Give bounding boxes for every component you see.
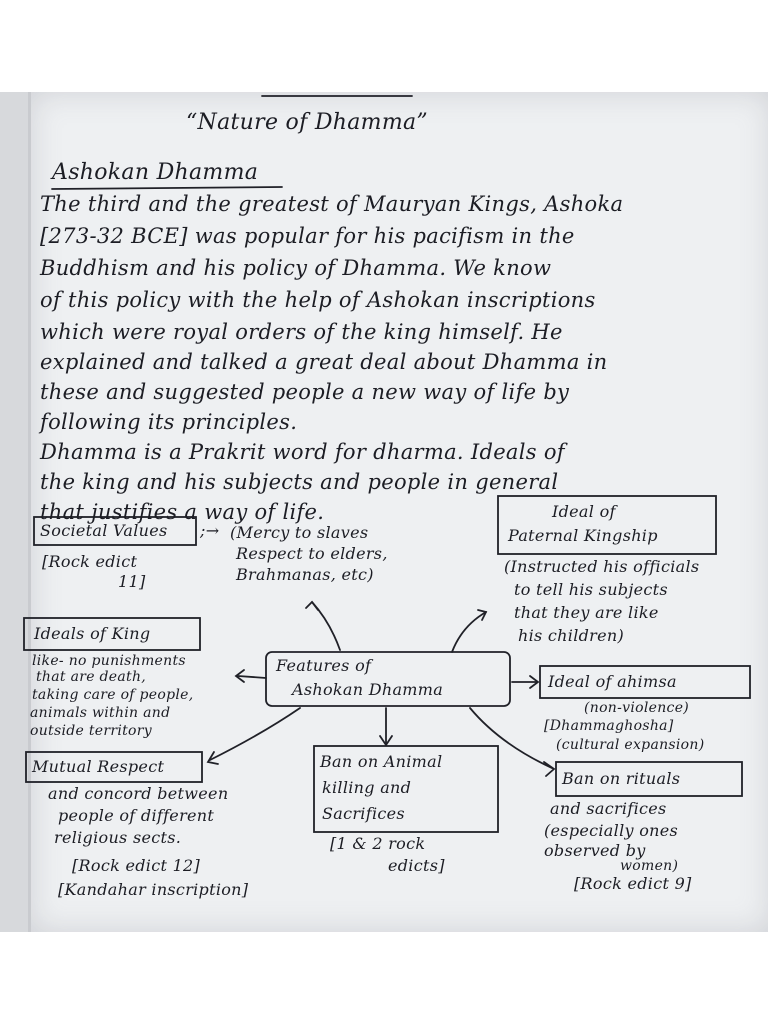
ban-animal-label: killing and: [322, 778, 412, 797]
paternal-label: Ideal of: [552, 502, 616, 521]
ban-animal-label: Ban on Animal: [320, 752, 443, 771]
mutual-desc: and concord between: [48, 784, 229, 803]
text-line: The third and the greatest of Mauryan Kings, Ashoka: [40, 192, 624, 216]
ban-rituals-label: Ban on rituals: [562, 769, 681, 788]
paternal-desc: (Instructed his officials: [504, 557, 700, 576]
ban-animal-ref: [1 & 2 rock: [330, 834, 426, 853]
mutual-respect-label: Mutual Respect: [32, 757, 165, 776]
text-line: which were royal orders of the king himself. He: [40, 320, 563, 344]
mutual-ref: [Kandahar inscription]: [58, 880, 249, 899]
rituals-desc: observed by: [544, 841, 646, 860]
societal-arrow: ;→: [200, 521, 220, 540]
king-desc: taking care of people,: [32, 687, 194, 703]
king-desc: like- no punishments: [32, 653, 186, 669]
text-line: the king and his subjects and people in general: [40, 470, 559, 494]
mutual-ref: [Rock edict 12]: [72, 856, 201, 875]
societal-desc: Respect to elders,: [236, 544, 388, 563]
text-line: of this policy with the help of Ashokan inscriptions: [40, 288, 596, 312]
king-desc: that are death,: [36, 669, 147, 685]
rituals-desc: and sacrifices: [550, 799, 667, 818]
societal-desc: (Mercy to slaves: [230, 523, 369, 542]
text-line: that justifies a way of life.: [40, 500, 325, 524]
mutual-desc: people of different: [58, 806, 215, 825]
paternal-label: Paternal Kingship: [508, 526, 658, 545]
societal-ref: 11]: [118, 572, 146, 591]
paternal-desc: that they are like: [514, 603, 659, 622]
paternal-desc: his children): [518, 626, 625, 645]
rituals-desc: (especially ones: [544, 821, 679, 840]
rituals-ref: [Rock edict 9]: [574, 874, 692, 893]
text-line: following its principles.: [40, 410, 298, 434]
page-title: “Nature of Dhamma”: [186, 110, 428, 135]
ban-animal-ref: edicts]: [388, 856, 445, 875]
king-desc: animals within and: [30, 705, 171, 721]
mutual-desc: religious sects.: [54, 828, 182, 847]
ahimsa-desc: (cultural expansion): [556, 737, 705, 753]
center-title: Ashokan Dhamma: [292, 680, 444, 699]
ahimsa-label: Ideal of ahimsa: [548, 672, 677, 691]
societal-ref: [Rock edict: [42, 552, 138, 571]
ahimsa-desc: [Dhammaghosha]: [544, 718, 674, 734]
text-line: these and suggested people a new way of life by: [40, 380, 570, 404]
paternal-desc: to tell his subjects: [514, 580, 668, 599]
text-line: Buddhism and his policy of Dhamma. We know: [40, 256, 552, 280]
text-line: [273-32 BCE] was popular for his pacifism in the: [40, 224, 575, 248]
rituals-desc: women): [620, 858, 679, 874]
ahimsa-desc: (non-violence): [584, 700, 690, 716]
text-line: explained and talked a great deal about Dhamma in: [40, 350, 608, 374]
section-heading: Ashokan Dhamma: [52, 160, 259, 185]
ban-animal-label: Sacrifices: [322, 804, 405, 823]
societal-desc: Brahmanas, etc): [236, 565, 374, 584]
societal-values-label: Societal Values: [40, 521, 168, 540]
ideals-king-label: Ideals of King: [34, 624, 151, 643]
center-title: Features of: [276, 656, 372, 675]
king-desc: outside territory: [30, 723, 152, 739]
text-line: Dhamma is a Prakrit word for dharma. Ideals of: [40, 440, 565, 464]
notebook-photo: [0, 92, 768, 932]
